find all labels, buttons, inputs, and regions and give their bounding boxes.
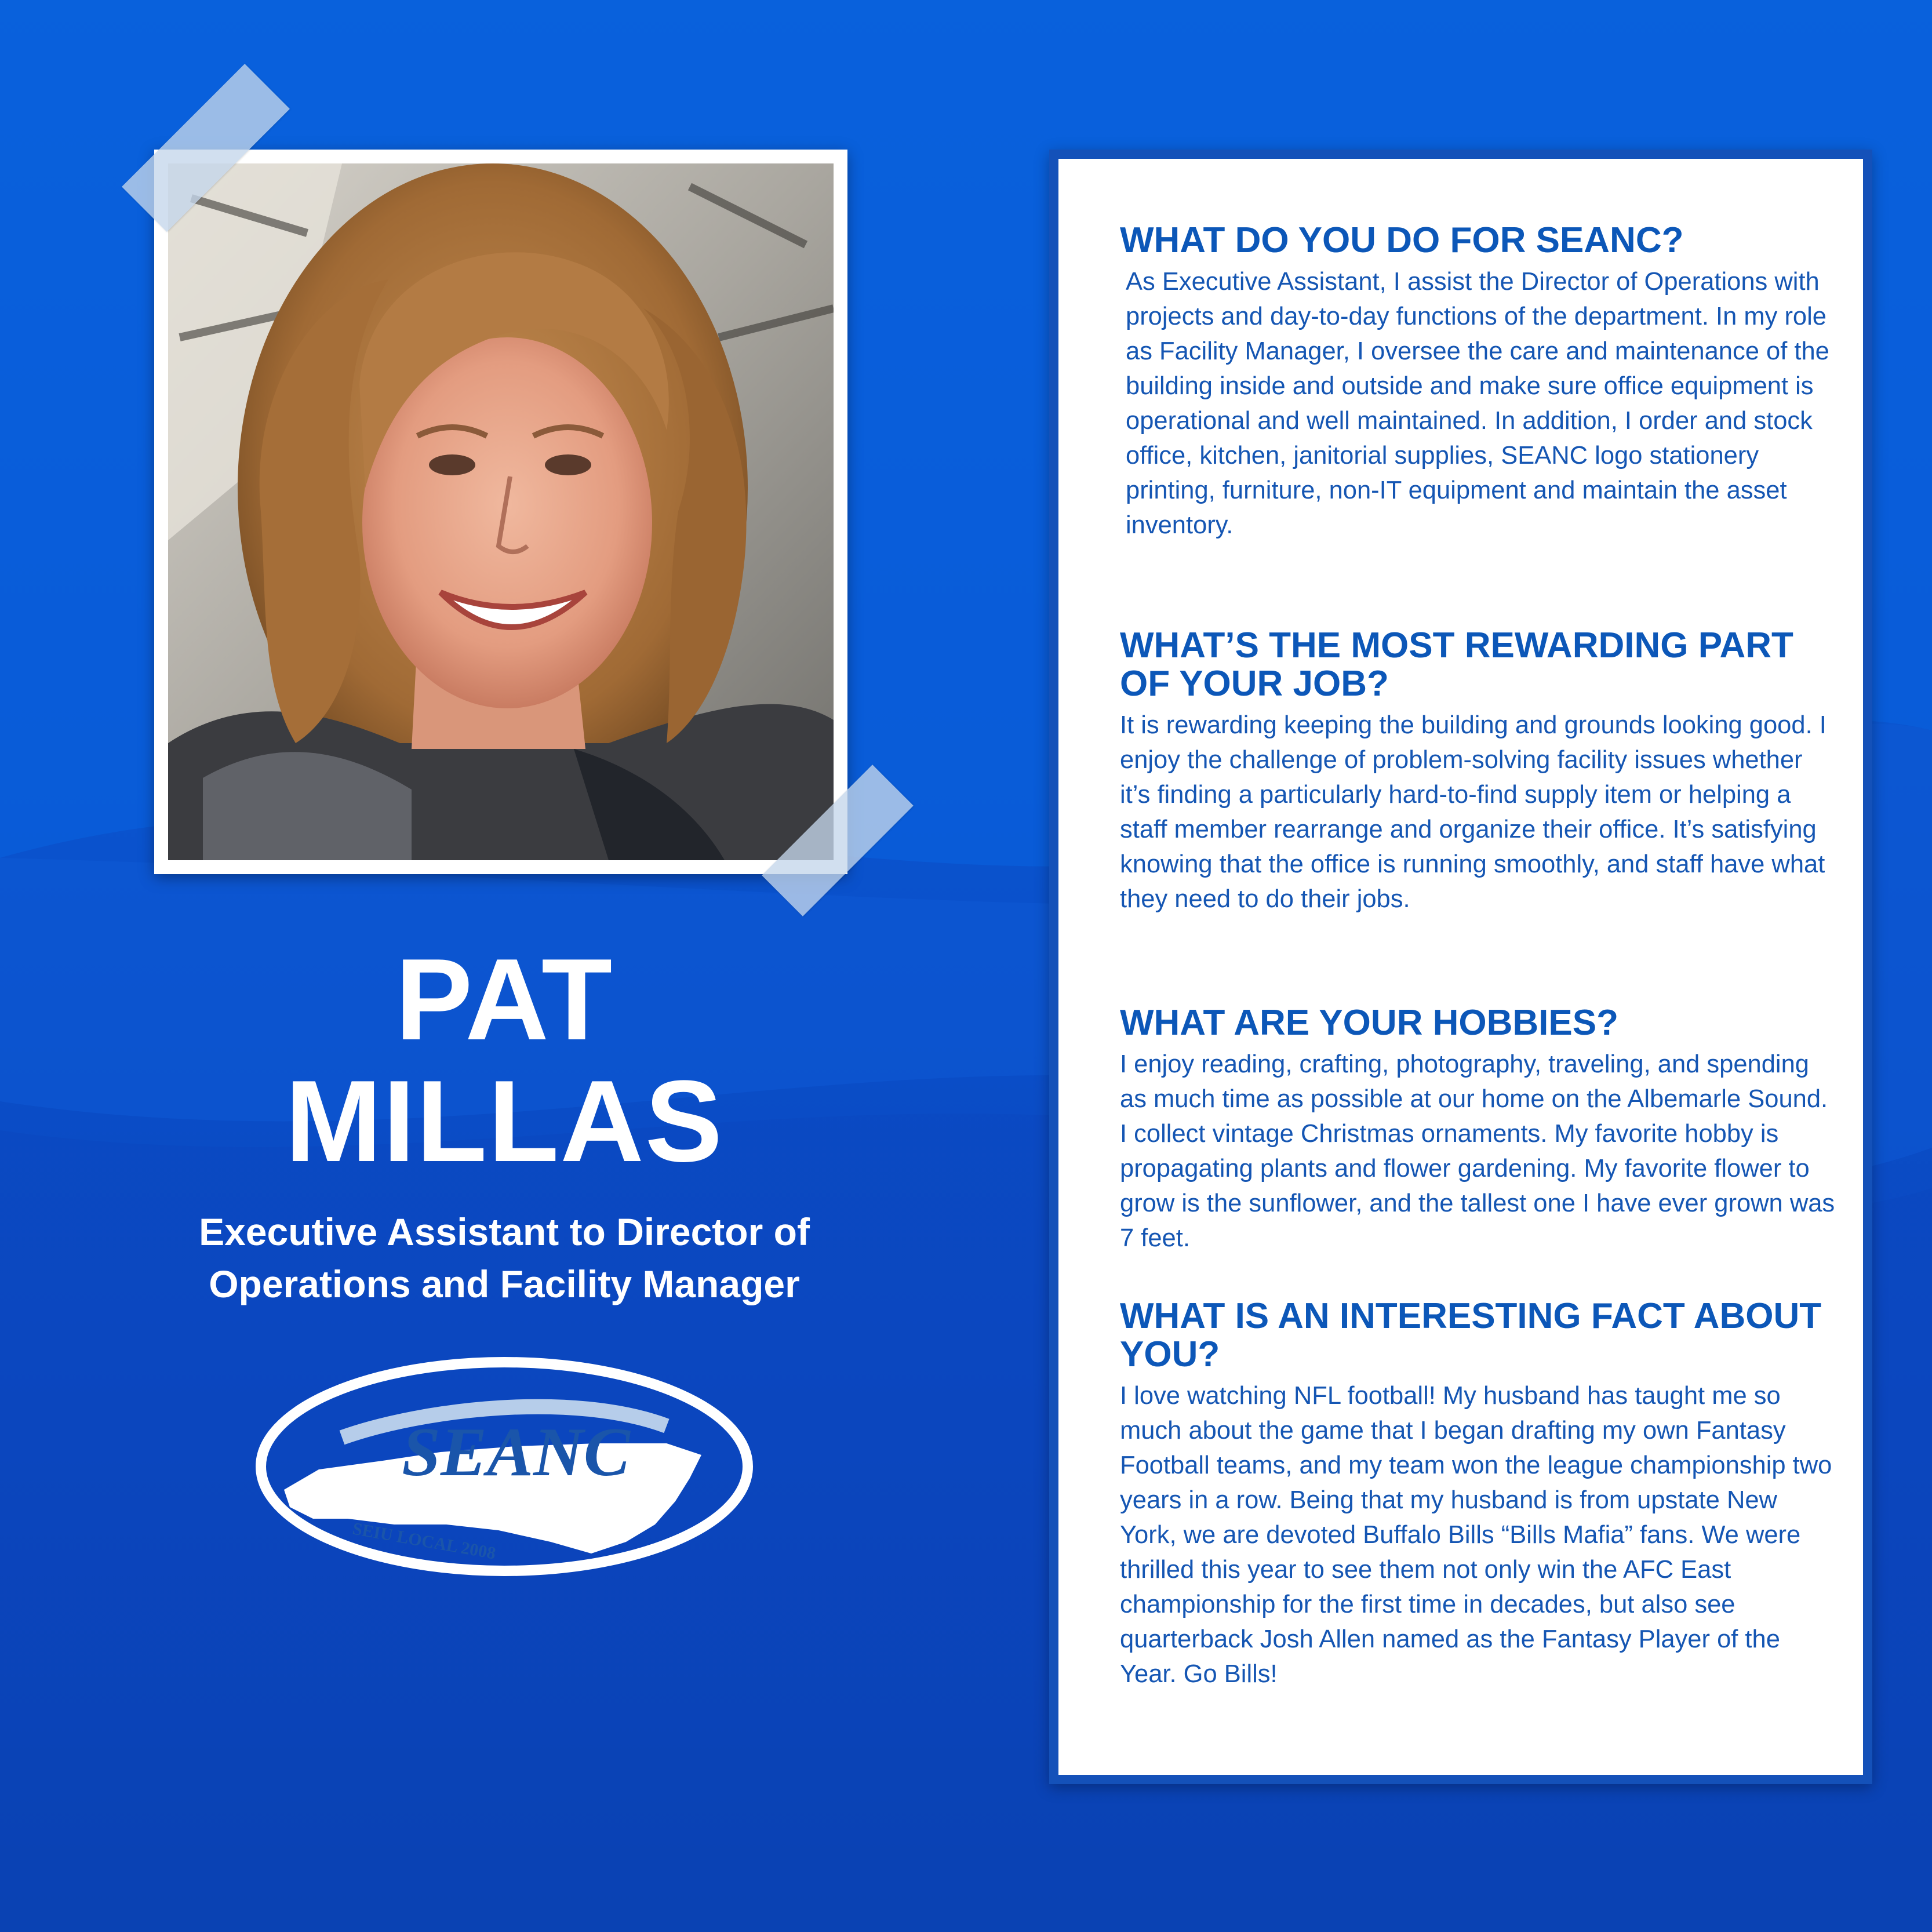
logo-text: SEANC: [402, 1413, 630, 1490]
answer-text: As Executive Assistant, I assist the Director of Operations with projects and day-to-day functions of the department. In my role as Facility Manager, I oversee the care and maintenance of the building inside and outside and make sure office equipment is operational and well maintained. In addition, I order and stock office, kitchen, janitorial supplies, SEANC logo stationery printing, furniture, non-IT equipment and maintain the asset inventory.: [1126, 268, 1829, 539]
qa-panel: [1049, 150, 1872, 1784]
person-title: [122, 1206, 887, 1310]
qa-section-1: [1120, 221, 1839, 543]
title-line-2: Operations and Facility Manager: [209, 1262, 800, 1305]
profile-photo-frame: [154, 150, 847, 874]
qa-section-2: [1120, 627, 1839, 916]
title-line-1: Executive Assistant to Director of: [199, 1210, 810, 1253]
logo-subtext: SEIU LOCAL 2008: [351, 1519, 497, 1563]
question-heading: WHAT’S THE MOST REWARDING PART OF YOUR JOB?: [1120, 625, 1793, 704]
name-last: MILLAS: [285, 1057, 724, 1186]
question-heading: WHAT ARE YOUR HOBBIES?: [1120, 1003, 1618, 1043]
answer-text: I enjoy reading, crafting, photography, traveling, and spending as much time as possible at our home on the Albemarle Sound. I collect vintage Christmas ornaments. My favorite hobby is propagating plants and flower gardening. My favorite flower to grow is the sunflower, and the tallest one I have ever grown was 7 feet.: [1120, 1050, 1835, 1252]
question-heading: WHAT DO YOU DO FOR SEANC?: [1120, 220, 1684, 260]
answer-text: I love watching NFL football! My husband has taught me so much about the game that I began drafting my own Fantasy Football teams, and my team won the league championship two years in a row. Being that my husband is from upstate New York, we are devoted Buffalo Bills “Bills Mafia” fans. We were thrilled this year to see them not only win the AFC East championship for the first time in decades, but also see quarterback Josh Allen named as the Fantasy Player of the Year. Go Bills!: [1120, 1382, 1832, 1688]
question-heading: WHAT IS AN INTERESTING FACT ABOUT YOU?: [1120, 1296, 1822, 1374]
answer-text: It is rewarding keeping the building and grounds looking good. I enjoy the challenge of problem-solving facility issues whether it’s finding a particularly hard-to-find supply item or helping a staff member rearrange and organize their office. It’s satisfying knowing that the office is running smoothly, and staff have what they need to do their jobs.: [1120, 711, 1827, 913]
name-first: PAT: [395, 935, 614, 1064]
person-name: [151, 935, 858, 1186]
qa-section-3: [1120, 1004, 1839, 1256]
profile-photo: [168, 163, 834, 860]
qa-section-4: [1120, 1297, 1839, 1691]
seanc-logo: [249, 1351, 759, 1594]
